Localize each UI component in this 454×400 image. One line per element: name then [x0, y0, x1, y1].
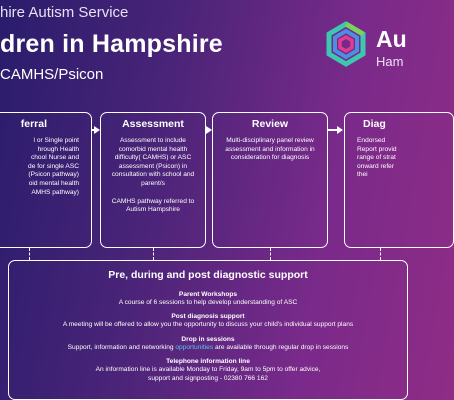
- diagnosis-line: Endorsed: [357, 137, 386, 144]
- review-text: [217, 137, 323, 163]
- diagnosis-line: thei: [357, 171, 368, 179]
- logo-wordmark: Au: [376, 26, 407, 52]
- drop-in-text: [9, 344, 407, 352]
- assessment-line: Assessment to include: [120, 137, 186, 144]
- assessment-line: comorbid mental health: [118, 145, 188, 153]
- page-subtitle: CAMHS/Psicon: [0, 66, 104, 83]
- parent-workshops-heading: Parent Workshops: [178, 291, 238, 298]
- referral-line: chool Nurse and: [30, 154, 79, 162]
- assessment-text: [105, 137, 201, 189]
- referral-line: oid mental health: [28, 179, 79, 187]
- assessment-line: assessment (Psicon) in: [118, 162, 188, 170]
- page-title: dren in Hampshire: [0, 30, 223, 58]
- telephone-line-text: An information line is available Monday to Friday, 9am to 5pm to offer advice,: [95, 366, 321, 374]
- dashed-connector: [153, 248, 154, 260]
- arrow-head-icon: [94, 126, 100, 134]
- referral-text: [0, 137, 87, 197]
- dashed-connector: [380, 248, 381, 260]
- dashed-connector: [270, 248, 271, 260]
- assessment-line: parent/s: [141, 179, 165, 187]
- review-line: consideration for diagnosis: [230, 154, 310, 162]
- referral-line: l or Single point: [33, 137, 79, 144]
- assessment-title: Assessment: [122, 118, 184, 130]
- review-box: [212, 112, 328, 248]
- drop-in-text-before: Support, information and networking: [67, 343, 176, 351]
- opportunities-link[interactable]: opportunities: [175, 343, 214, 351]
- logo-subtext: Ham: [376, 54, 404, 69]
- assessment-line: difficulty( CAMHS) or ASC: [114, 154, 192, 162]
- diagnosis-line: range of strat: [357, 154, 396, 162]
- telephone-line-contact: support and signposting - 02380 766 162: [148, 374, 268, 382]
- post-diagnosis-heading: Post diagnosis support: [171, 313, 245, 321]
- review-line: Multi-disciplinary panel review: [226, 137, 314, 144]
- referral-line: de for single ASC: [28, 162, 79, 170]
- parent-workshops-text: A course of 6 sessions to help develop understanding of ASC: [118, 299, 298, 306]
- arrow-head-icon: [337, 126, 343, 134]
- diagnosis-title: Diag: [363, 118, 386, 130]
- diagnosis-box: [344, 112, 454, 248]
- autism-hampshire-logo-icon: [324, 22, 368, 66]
- referral-title: ferral: [20, 118, 47, 130]
- assessment-line: consultation with school and: [111, 171, 195, 179]
- drop-in-text-after: are available through regular drop in sessions: [213, 343, 349, 351]
- referral-box: [0, 112, 92, 248]
- review-line: assessment and information in: [225, 145, 315, 153]
- dashed-connector: [29, 248, 30, 260]
- arrow-review-to-diagnosis: [328, 129, 337, 131]
- referral-line: AMHS pathway): [31, 188, 79, 196]
- review-title: Review: [251, 118, 289, 130]
- support-title: Pre, during and post diagnostic support: [108, 269, 308, 281]
- assessment-box: [100, 112, 206, 248]
- diagnosis-line: Report provid: [357, 145, 397, 153]
- diagnosis-text: [349, 137, 449, 180]
- arrow-head-icon: [206, 126, 212, 134]
- telephone-line-heading: Telephone information line: [166, 358, 250, 366]
- assessment-camhs-note: [105, 198, 201, 215]
- post-diagnosis-text: A meeting will be offered to allow you the opportunity to discuss your child's individual support plans: [62, 321, 354, 329]
- support-box: [8, 260, 408, 400]
- diagnosis-line: onward refer: [357, 162, 395, 170]
- assessment-note-line: Autism Hampshire: [126, 206, 180, 214]
- assessment-note-line: CAMHS pathway referred to: [111, 197, 195, 205]
- drop-in-heading: Drop in sessions: [181, 335, 235, 343]
- referral-line: (Psicon pathway): [28, 171, 79, 179]
- service-name: hire Autism Service: [0, 4, 129, 21]
- referral-line: hrough Health: [37, 145, 79, 153]
